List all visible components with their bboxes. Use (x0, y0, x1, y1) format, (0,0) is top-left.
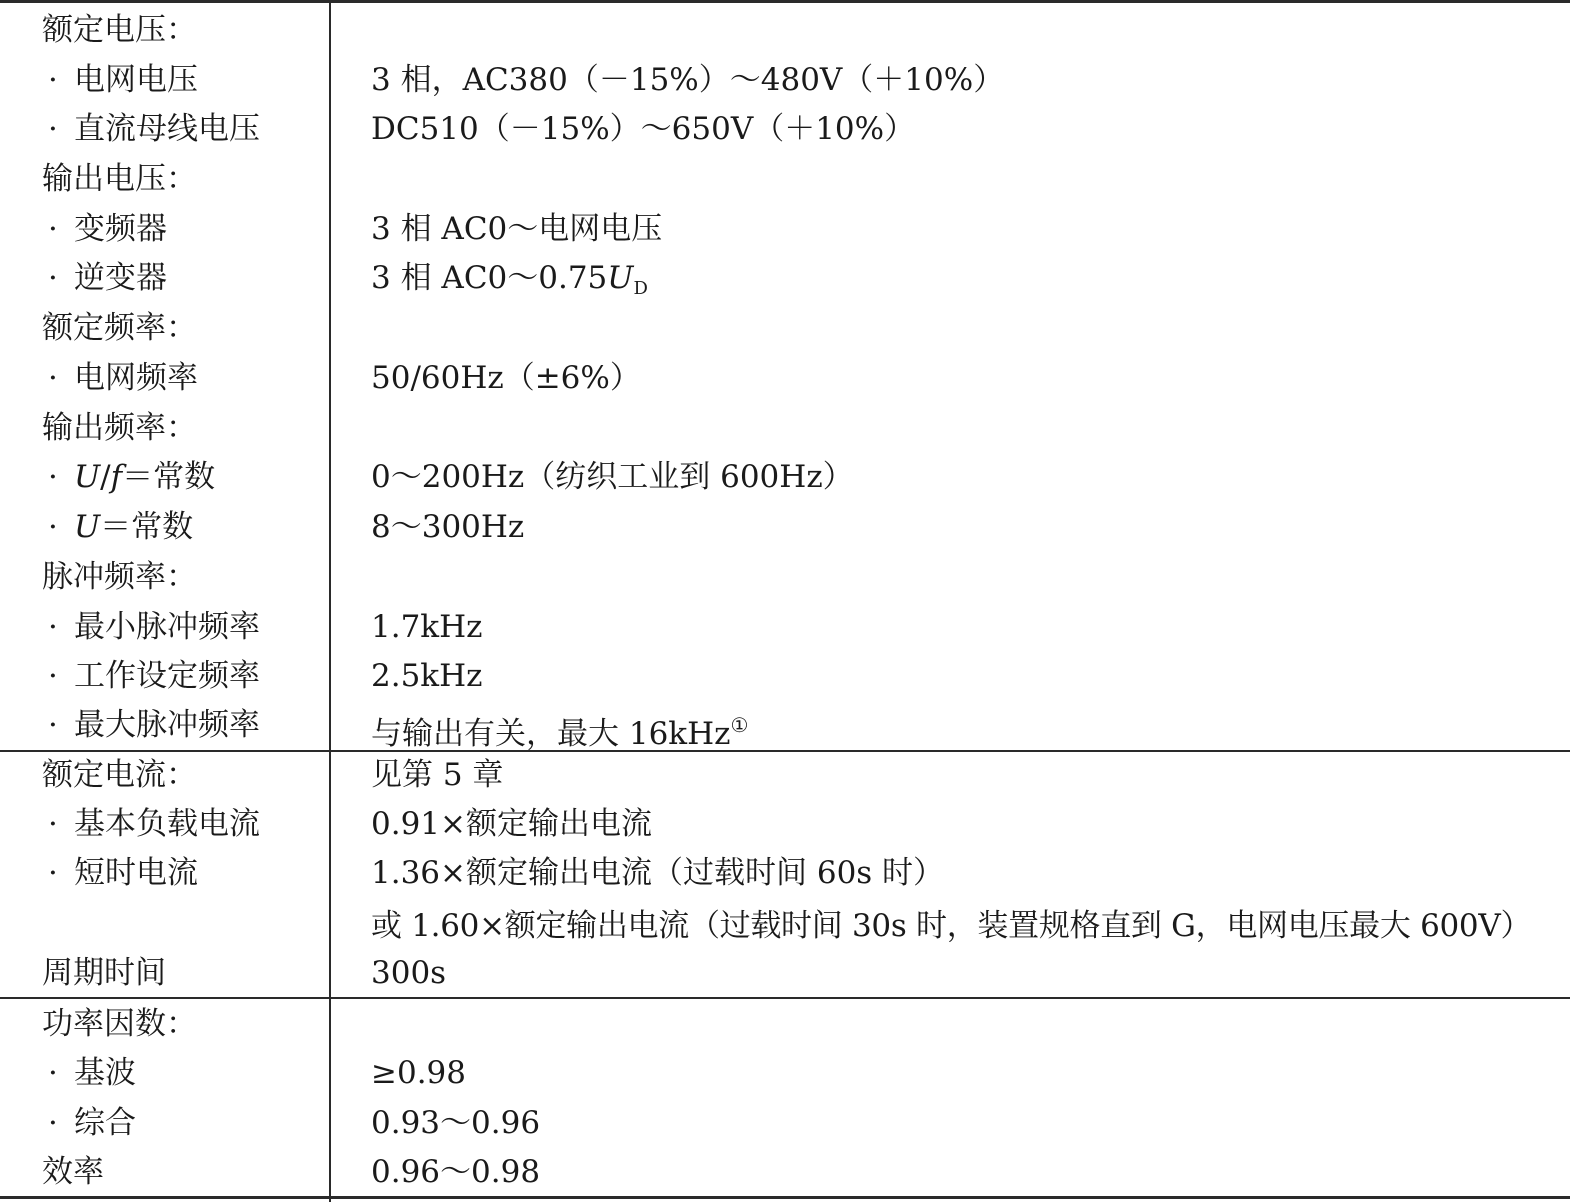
table-row (0, 602, 1570, 652)
row-value: 0～200Hz（纺织工业到 600Hz） (371, 459, 854, 495)
row-label (48, 848, 198, 898)
row-label (48, 1098, 136, 1148)
row-label-text: 综合 (74, 1105, 136, 1141)
table-row (0, 848, 1570, 898)
label-variable: U (74, 509, 101, 545)
table-row (0, 799, 1570, 849)
row-value: 1.36×额定输出电流（过载时间 60s 时） (371, 855, 945, 891)
bullet: · (48, 360, 58, 396)
footnote-marker: ① (730, 713, 749, 737)
row-label (48, 55, 198, 105)
table-row (0, 901, 1570, 951)
row-label-text: 逆变器 (74, 260, 167, 296)
row-label: 效率 (42, 1154, 104, 1190)
table-row (0, 750, 1570, 800)
table-row (0, 5, 1570, 55)
bullet: · (48, 855, 58, 891)
row-label-text: 电网频率 (74, 360, 198, 396)
row-label: 周期时间 (42, 955, 166, 991)
row-label-text: 短时电流 (74, 855, 198, 891)
table-row (0, 1098, 1570, 1148)
row-label (48, 1048, 136, 1098)
row-value: DC510（－15%）～650V（＋10%） (371, 111, 916, 147)
row-label-text: 变频器 (74, 211, 167, 247)
row-value (371, 253, 648, 303)
table-row (0, 303, 1570, 353)
bullet: · (48, 1055, 58, 1091)
row-label (48, 104, 260, 154)
table-row (0, 204, 1570, 254)
row-value: 8～300Hz (371, 509, 525, 545)
table-row (0, 651, 1570, 701)
row-label: 输出电压： (42, 161, 197, 197)
table-row (0, 104, 1570, 154)
row-label (48, 502, 193, 552)
value-text: 3 相 AC0～0.75 (371, 260, 608, 296)
row-label (48, 651, 260, 701)
row-value: 300s (371, 955, 447, 991)
row-label-text: 最小脉冲频率 (74, 609, 260, 645)
row-value (371, 700, 748, 750)
bullet: · (48, 459, 58, 495)
bullet: · (48, 658, 58, 694)
row-label: 额定频率： (42, 310, 197, 346)
bullet: · (48, 707, 58, 743)
row-value: 见第 5 章 (371, 757, 504, 793)
row-label-text: 最大脉冲频率 (74, 707, 260, 743)
row-value: 2.5kHz (371, 658, 483, 694)
row-label: 额定电压： (42, 12, 197, 48)
label-separator: / (100, 459, 111, 495)
row-label: 额定电流： (42, 757, 197, 793)
table-row (0, 55, 1570, 105)
row-value: 0.93～0.96 (371, 1105, 541, 1141)
row-label (48, 602, 260, 652)
bullet: · (48, 509, 58, 545)
table-row (0, 700, 1570, 750)
table-row (0, 999, 1570, 1049)
table-row (0, 552, 1570, 602)
label-variable: f (110, 459, 123, 495)
bullet: · (48, 111, 58, 147)
table-row (0, 452, 1570, 502)
row-label: 输出频率： (42, 410, 197, 446)
row-value: 或 1.60×额定输出电流（过载时间 30s 时，装置规格直到 G，电网电压最大 600V） (371, 908, 1532, 944)
value-text: 与输出有关，最大 16kHz (371, 716, 731, 752)
row-label-text: 工作设定频率 (74, 658, 260, 694)
row-label-text: 基本负载电流 (74, 806, 260, 842)
row-value: 0.96～0.98 (371, 1154, 541, 1190)
row-value: 3 相 AC0～电网电压 (371, 211, 663, 247)
row-label (48, 353, 198, 403)
row-label (48, 204, 167, 254)
row-label (48, 452, 215, 502)
bullet: · (48, 211, 58, 247)
row-value: 50/60Hz（±6%） (371, 360, 641, 396)
bullet: · (48, 609, 58, 645)
table-row (0, 948, 1570, 998)
table-row (0, 154, 1570, 204)
row-value: 0.91×额定输出电流 (371, 806, 652, 842)
table-row (0, 353, 1570, 403)
bullet: · (48, 1105, 58, 1141)
table-row (0, 253, 1570, 303)
row-label-text: ＝常数 (122, 459, 216, 495)
row-label (48, 799, 260, 849)
table-row (0, 502, 1570, 552)
bullet: · (48, 260, 58, 296)
row-label (48, 700, 260, 750)
table-top-border (0, 0, 1570, 3)
row-value: 1.7kHz (371, 609, 483, 645)
table-row (0, 1147, 1570, 1197)
row-label-text: 基波 (74, 1055, 136, 1091)
table-row (0, 403, 1570, 453)
label-variable: U (74, 459, 101, 495)
row-label-text: 电网电压 (74, 62, 198, 98)
row-value: 3 相，AC380（－15%）～480V（＋10%） (371, 62, 1005, 98)
row-label: 脉冲频率： (42, 559, 197, 595)
row-value: ≥0.98 (371, 1055, 466, 1091)
bullet: · (48, 806, 58, 842)
value-variable: U (607, 260, 634, 296)
value-subscript: D (633, 278, 648, 299)
row-label (48, 253, 167, 303)
row-label-text: 直流母线电压 (74, 111, 260, 147)
row-label: 功率因数： (42, 1006, 197, 1042)
row-label-text: ＝常数 (100, 509, 194, 545)
bullet: · (48, 62, 58, 98)
table-row (0, 1048, 1570, 1098)
